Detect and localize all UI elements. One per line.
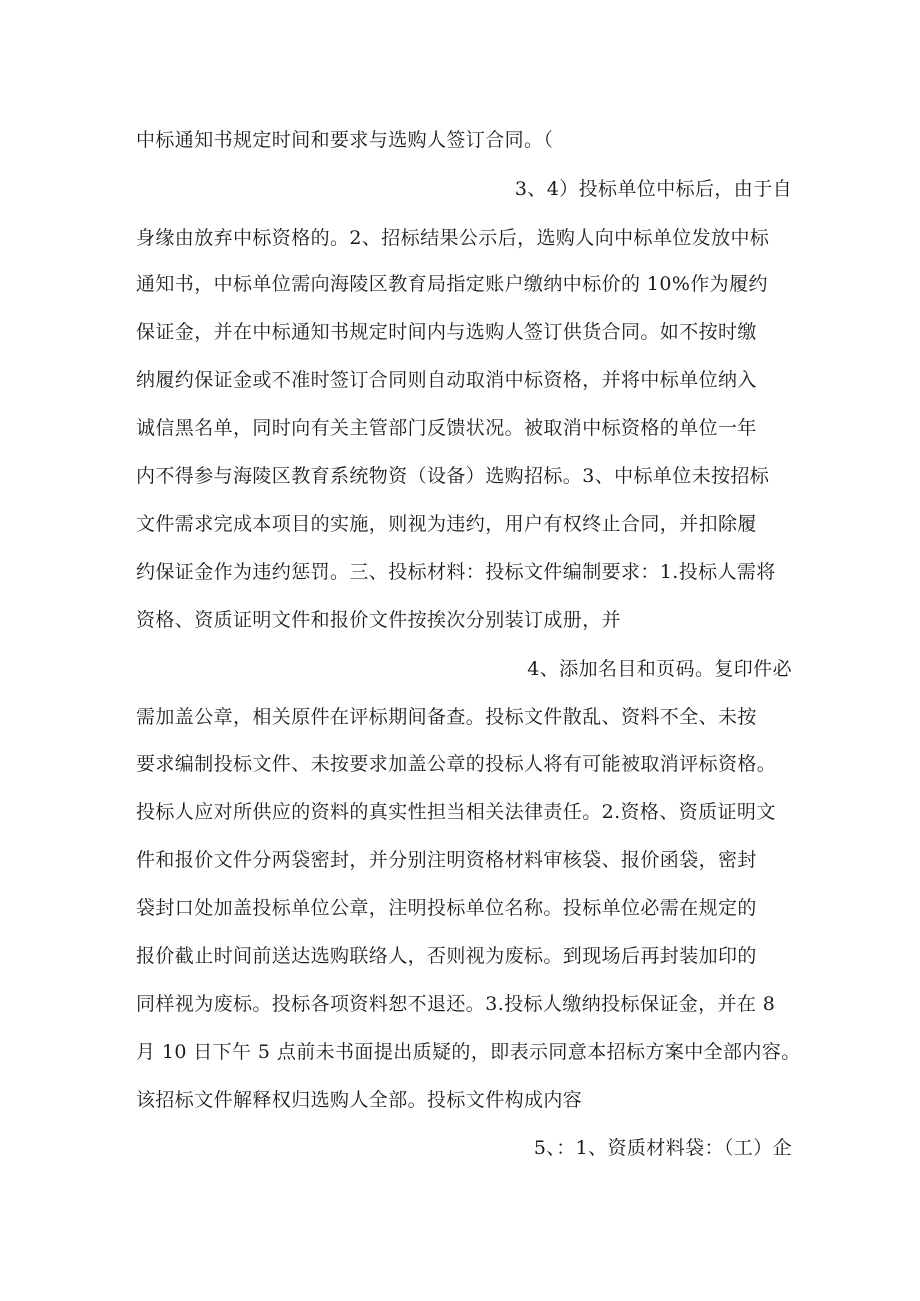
text-line-4: 通知书，中标单位需向海陵区教育局指定账户缴纳中标价的 10%作为履约	[136, 273, 768, 295]
text-line-7: 诚信黑名单，同时向有关主管部门反馈状况。被取消中标资格的单位一年	[136, 417, 757, 439]
text-line-21: 该招标文件解释权归选购人全部。投标文件构成内容	[136, 1089, 583, 1111]
text-line-1: 中标通知书规定时间和要求与选购人签订合同。（	[136, 129, 554, 151]
text-line-14: 要求编制投标文件、未按要求加盖公章的投标人将有可能被取消评标资格。	[136, 753, 777, 775]
text-line-16: 件和报价文件分两袋密封，并分别注明资格材料审核袋、报价函袋，密封	[136, 849, 757, 871]
text-line-8: 内不得参与海陵区教育系统物资（设备）选购招标。3、中标单位未按招标	[136, 465, 770, 487]
text-line-12: 4、添加名目和页码。复印件必	[527, 658, 792, 680]
text-line-15: 投标人应对所供应的资料的真实性担当相关法律责任。2.资格、资质证明文	[136, 801, 776, 823]
text-line-3: 身缘由放弃中标资格的。2、招标结果公示后，选购人向中标单位发放中标	[136, 227, 770, 249]
text-line-13: 需加盖公章，相关原件在评标期间备查。投标文件散乱、资料不全、未按	[136, 706, 757, 728]
text-line-17: 袋封口处加盖投标单位公章，注明投标单位名称。投标单位必需在规定的	[136, 897, 757, 919]
text-line-2: 3、4）投标单位中标后，由于自	[514, 178, 792, 200]
text-line-9: 文件需求完成本项目的实施，则视为违约，用户有权终止合同，并扣除履	[136, 513, 757, 535]
text-line-6: 纳履约保证金或不准时签订合同则自动取消中标资格，并将中标单位纳入	[136, 369, 757, 391]
text-line-22: 5、：1、资质材料袋：（工）企	[533, 1137, 792, 1159]
text-line-10: 约保证金作为违约惩罚。三、投标材料：投标文件编制要求：1.投标人需将	[136, 561, 776, 583]
text-line-20: 月 10 日下午 5 点前未书面提出质疑的，即表示同意本招标方案中全部内容。	[136, 1041, 801, 1063]
text-line-5: 保证金，并在中标通知书规定时间内与选购人签订供货合同。如不按时缴	[136, 321, 757, 343]
text-line-18: 报价截止时间前送达选购联络人，否则视为废标。到现场后再封装加印的	[136, 945, 757, 967]
text-line-11: 资格、资质证明文件和报价文件按挨次分别装订成册，并	[136, 609, 622, 631]
text-line-19: 同样视为废标。投标各项资料恕不退还。3.投标人缴纳投标保证金，并在 8	[136, 993, 776, 1015]
